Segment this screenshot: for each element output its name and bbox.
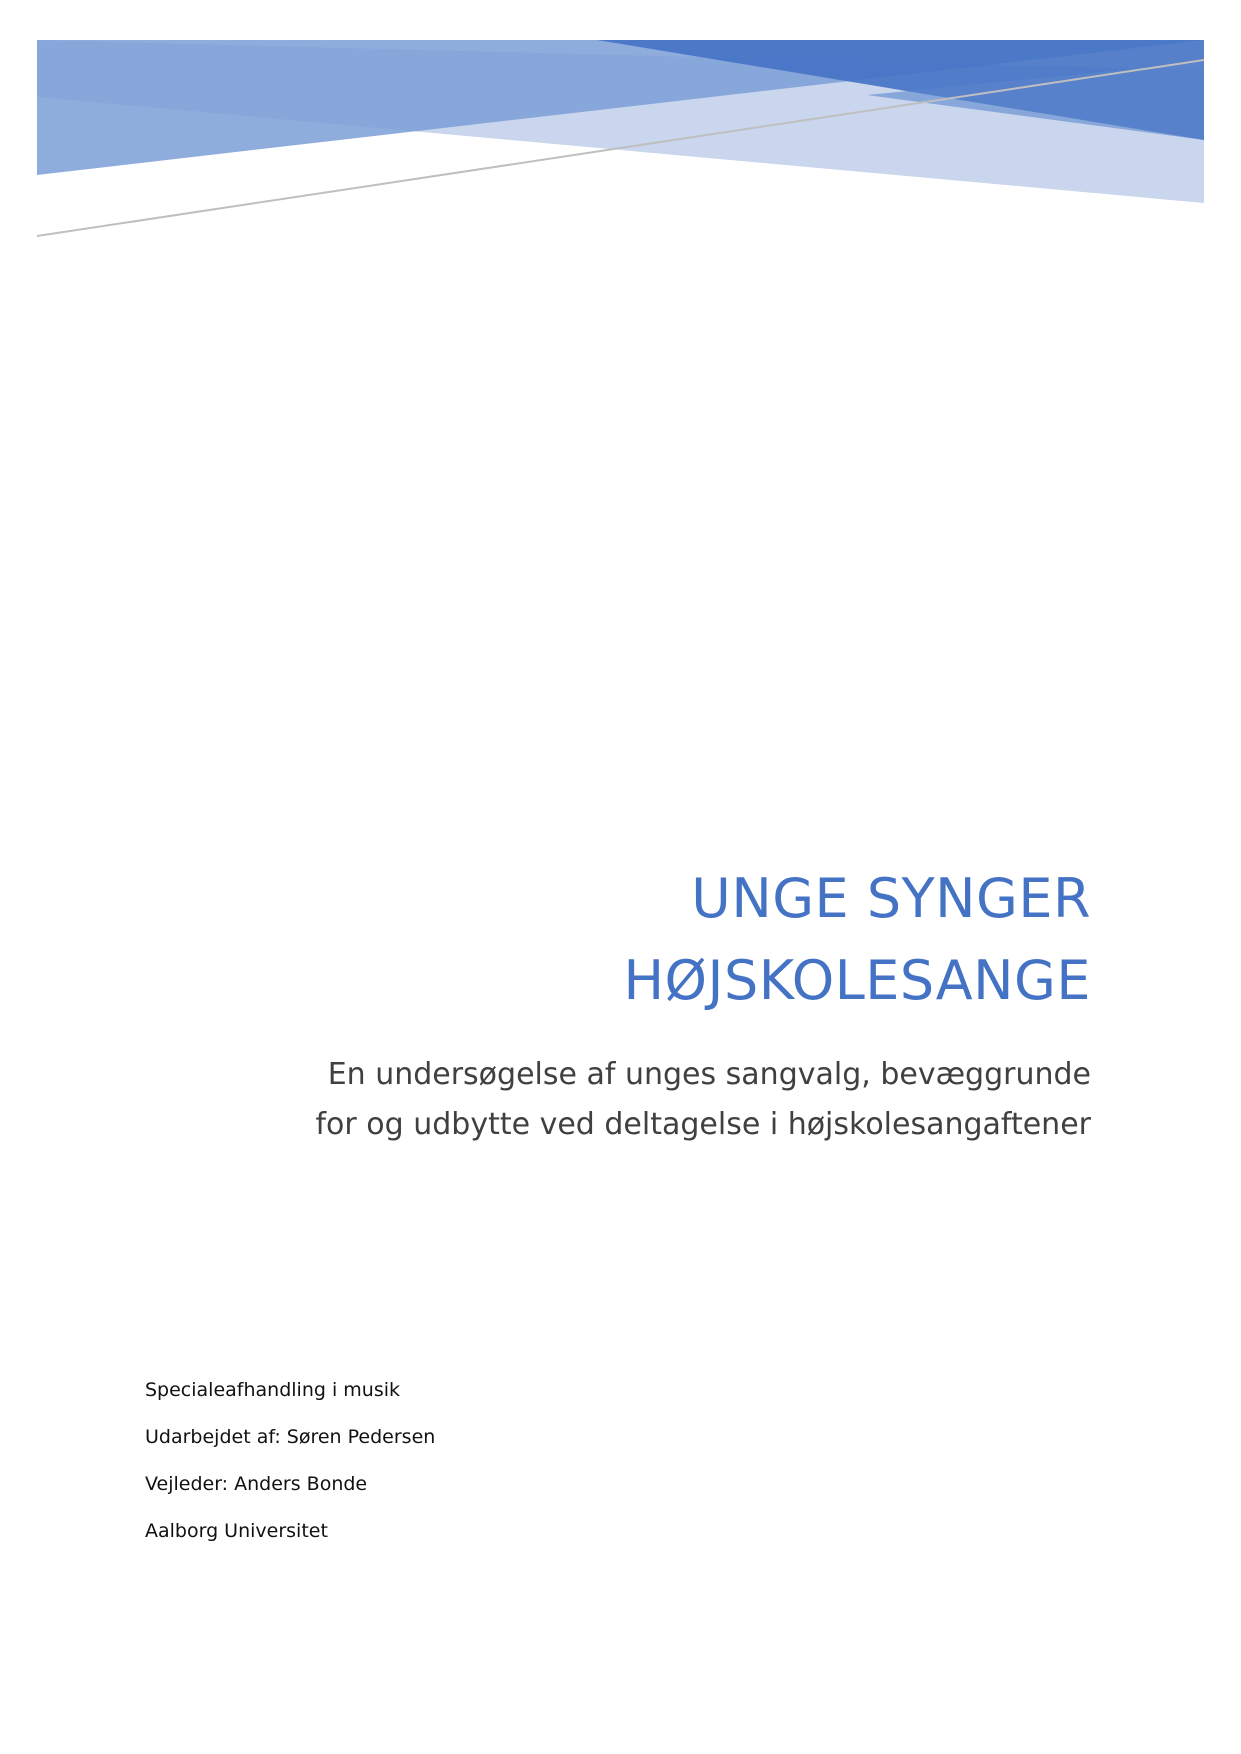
subtitle-line-1: En undersøgelse af unges sangvalg, bevæggrunde — [327, 1057, 1091, 1092]
title-line-1: UNGE SYNGER — [691, 867, 1091, 930]
title-line-2: HØJSKOLESANGE — [623, 949, 1091, 1012]
title-block — [191, 858, 1091, 1022]
university-line: Aalborg Universitet — [145, 1520, 328, 1542]
info-block — [145, 1378, 845, 1566]
subtitle-line-2: for og udbytte ved deltagelse i højskolesangaftener — [315, 1107, 1091, 1142]
header-graphic — [37, 40, 1204, 240]
thesis-type: Specialeafhandling i musik — [145, 1379, 401, 1401]
subtitle-block — [131, 1050, 1091, 1150]
supervisor-line: Vejleder: Anders Bonde — [145, 1473, 368, 1495]
author-line: Udarbejdet af: Søren Pedersen — [145, 1426, 436, 1448]
